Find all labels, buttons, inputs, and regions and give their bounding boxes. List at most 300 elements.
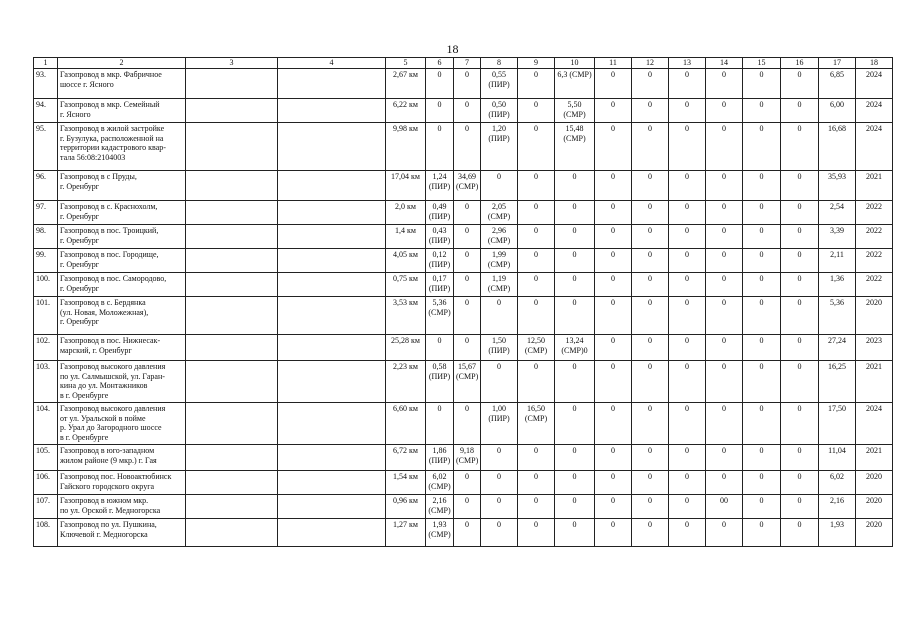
value-cell-12-text: 0 bbox=[648, 362, 652, 371]
length-cell bbox=[386, 123, 426, 171]
value-cell-7 bbox=[454, 171, 481, 201]
value-cell-10 bbox=[555, 249, 595, 273]
value-cell-16-text: 0 bbox=[797, 124, 802, 133]
value-cell-15 bbox=[743, 297, 781, 335]
table-row bbox=[34, 495, 893, 519]
total-cell-text: 1,93 bbox=[830, 520, 844, 529]
value-cell-15 bbox=[743, 225, 781, 249]
value-cell-9 bbox=[518, 361, 555, 403]
empty-cell-4 bbox=[278, 471, 386, 495]
value-cell-10-text: 0 bbox=[572, 274, 577, 283]
year-cell bbox=[856, 273, 893, 297]
value-cell-13-text: 0 bbox=[685, 172, 689, 181]
value-cell-13-text: 0 bbox=[685, 298, 689, 307]
length-cell-text: 25,28 км bbox=[391, 336, 420, 345]
object-name-cell bbox=[58, 99, 186, 123]
value-cell-10-text: 0 bbox=[572, 520, 577, 529]
value-cell-7 bbox=[454, 445, 481, 471]
value-cell-13 bbox=[669, 201, 706, 225]
value-cell-7-text: 0 bbox=[465, 226, 469, 235]
value-cell-12 bbox=[632, 225, 669, 249]
value-cell-9 bbox=[518, 123, 555, 171]
value-cell-12-text: 0 bbox=[648, 520, 652, 529]
value-cell-6-text: 0,58 (ПИР) bbox=[428, 362, 451, 381]
empty-cell-3 bbox=[186, 123, 278, 171]
value-cell-9 bbox=[518, 445, 555, 471]
row-number-cell bbox=[34, 495, 58, 519]
table-row bbox=[34, 519, 893, 547]
length-cell bbox=[386, 273, 426, 297]
value-cell-6-text: 0 bbox=[437, 404, 442, 413]
value-cell-15-text: 0 bbox=[759, 446, 764, 455]
value-cell-6-text: 6,02 (СМР) bbox=[428, 472, 451, 491]
value-cell-12 bbox=[632, 201, 669, 225]
value-cell-11 bbox=[595, 471, 632, 495]
value-cell-9-text: 0 bbox=[534, 172, 538, 181]
year-cell-text: 2021 bbox=[866, 362, 882, 371]
row-number-cell-text: 106. bbox=[36, 472, 50, 481]
value-cell-11 bbox=[595, 361, 632, 403]
length-cell bbox=[386, 249, 426, 273]
value-cell-12 bbox=[632, 69, 669, 99]
value-cell-10 bbox=[555, 445, 595, 471]
table-row bbox=[34, 123, 893, 171]
year-cell-text: 2020 bbox=[866, 520, 882, 529]
empty-cell-3 bbox=[186, 249, 278, 273]
object-name-cell-text: Газопровод в пос. Городище, г. Оренбург bbox=[60, 250, 159, 269]
value-cell-8 bbox=[481, 445, 518, 471]
value-cell-9 bbox=[518, 519, 555, 547]
value-cell-11 bbox=[595, 335, 632, 361]
value-cell-12-text: 0 bbox=[648, 100, 652, 109]
value-cell-11 bbox=[595, 249, 632, 273]
empty-cell-4 bbox=[278, 99, 386, 123]
value-cell-13-text: 0 bbox=[685, 446, 689, 455]
value-cell-6-text: 1,93 (СМР) bbox=[428, 520, 451, 539]
column-number-cell: 8 bbox=[481, 58, 518, 69]
length-cell bbox=[386, 445, 426, 471]
empty-cell-4 bbox=[278, 445, 386, 471]
value-cell-9-text: 0 bbox=[534, 496, 538, 505]
total-cell-text: 17,50 bbox=[828, 404, 846, 413]
value-cell-14-text: 0 bbox=[722, 336, 726, 345]
empty-cell-3 bbox=[186, 69, 278, 99]
value-cell-10 bbox=[555, 171, 595, 201]
object-name-cell bbox=[58, 201, 186, 225]
object-name-cell bbox=[58, 335, 186, 361]
value-cell-9 bbox=[518, 273, 555, 297]
column-number-cell: 14 bbox=[706, 58, 743, 69]
object-name-cell bbox=[58, 471, 186, 495]
value-cell-9-text: 0 bbox=[534, 274, 538, 283]
row-number-cell bbox=[34, 69, 58, 99]
empty-cell-3 bbox=[186, 403, 278, 445]
value-cell-15 bbox=[743, 495, 781, 519]
value-cell-15 bbox=[743, 171, 781, 201]
value-cell-7-text: 34,69 (СМР) bbox=[456, 172, 479, 191]
value-cell-8 bbox=[481, 403, 518, 445]
total-cell bbox=[819, 335, 856, 361]
year-cell bbox=[856, 471, 893, 495]
length-cell-text: 3,53 км bbox=[393, 298, 418, 307]
column-number-cell: 1 bbox=[34, 58, 58, 69]
value-cell-13-text: 0 bbox=[685, 472, 689, 481]
column-number-cell: 4 bbox=[278, 58, 386, 69]
length-cell bbox=[386, 335, 426, 361]
value-cell-14-text: 0 bbox=[722, 298, 726, 307]
length-cell bbox=[386, 519, 426, 547]
value-cell-15-text: 0 bbox=[759, 124, 764, 133]
year-cell-text: 2022 bbox=[866, 202, 882, 211]
row-number-cell bbox=[34, 519, 58, 547]
value-cell-6 bbox=[426, 123, 454, 171]
table-row bbox=[34, 361, 893, 403]
total-cell bbox=[819, 403, 856, 445]
value-cell-14-text: 0 bbox=[722, 446, 726, 455]
value-cell-11 bbox=[595, 445, 632, 471]
table-row bbox=[34, 225, 893, 249]
value-cell-12 bbox=[632, 471, 669, 495]
row-number-cell-text: 100. bbox=[36, 274, 50, 283]
object-name-cell-text: Газопровод высокого давления по ул. Салмышской, ул. Гаран- кина до ул. Монтажников в г. Оренбурге bbox=[60, 362, 166, 400]
value-cell-11 bbox=[595, 171, 632, 201]
value-cell-13 bbox=[669, 361, 706, 403]
value-cell-12 bbox=[632, 171, 669, 201]
value-cell-14-text: 0 bbox=[722, 362, 726, 371]
value-cell-13-text: 0 bbox=[685, 520, 689, 529]
value-cell-9 bbox=[518, 201, 555, 225]
empty-cell-4 bbox=[278, 335, 386, 361]
value-cell-14 bbox=[706, 361, 743, 403]
value-cell-15 bbox=[743, 471, 781, 495]
value-cell-8 bbox=[481, 335, 518, 361]
row-number-cell bbox=[34, 225, 58, 249]
value-cell-16-text: 0 bbox=[797, 520, 802, 529]
value-cell-6-text: 0,17 (ПИР) bbox=[428, 274, 451, 293]
length-cell-text: 6,22 км bbox=[393, 100, 418, 109]
gas-pipeline-table bbox=[33, 57, 893, 547]
value-cell-13-text: 0 bbox=[685, 336, 689, 345]
object-name-cell bbox=[58, 171, 186, 201]
value-cell-10-text: 0 bbox=[572, 226, 577, 235]
column-number-cell: 10 bbox=[555, 58, 595, 69]
value-cell-6 bbox=[426, 471, 454, 495]
value-cell-7-text: 0 bbox=[465, 70, 469, 79]
value-cell-10-text: 0 bbox=[572, 404, 577, 413]
value-cell-15-text: 0 bbox=[759, 202, 764, 211]
value-cell-8 bbox=[481, 171, 518, 201]
value-cell-14-text: 0 bbox=[722, 520, 726, 529]
value-cell-6 bbox=[426, 403, 454, 445]
column-number-cell: 16 bbox=[781, 58, 819, 69]
length-cell bbox=[386, 471, 426, 495]
empty-cell-3 bbox=[186, 201, 278, 225]
value-cell-11 bbox=[595, 99, 632, 123]
empty-cell-4 bbox=[278, 495, 386, 519]
value-cell-7 bbox=[454, 201, 481, 225]
value-cell-13-text: 0 bbox=[685, 100, 689, 109]
value-cell-15 bbox=[743, 403, 781, 445]
total-cell bbox=[819, 519, 856, 547]
value-cell-16 bbox=[781, 171, 819, 201]
row-number-cell bbox=[34, 273, 58, 297]
value-cell-8 bbox=[481, 495, 518, 519]
length-cell-text: 6,72 км bbox=[393, 446, 418, 455]
total-cell bbox=[819, 495, 856, 519]
value-cell-16-text: 0 bbox=[797, 446, 802, 455]
row-number-cell bbox=[34, 297, 58, 335]
value-cell-13 bbox=[669, 519, 706, 547]
value-cell-6-text: 0,43 (ПИР) bbox=[428, 226, 451, 245]
column-number-cell: 12 bbox=[632, 58, 669, 69]
value-cell-8-text: 0,50 (ПИР) bbox=[488, 100, 510, 119]
year-cell-text: 2024 bbox=[866, 124, 882, 133]
value-cell-13-text: 0 bbox=[685, 124, 689, 133]
row-number-cell bbox=[34, 171, 58, 201]
value-cell-12 bbox=[632, 297, 669, 335]
year-cell bbox=[856, 171, 893, 201]
value-cell-8-text: 1,50 (ПИР) bbox=[488, 336, 510, 355]
value-cell-11 bbox=[595, 297, 632, 335]
value-cell-6 bbox=[426, 99, 454, 123]
value-cell-11-text: 0 bbox=[611, 226, 615, 235]
empty-cell-3 bbox=[186, 361, 278, 403]
value-cell-16 bbox=[781, 335, 819, 361]
value-cell-6-text: 2,16 (СМР) bbox=[428, 496, 451, 515]
year-cell bbox=[856, 225, 893, 249]
total-cell bbox=[819, 99, 856, 123]
value-cell-15 bbox=[743, 335, 781, 361]
row-number-cell-text: 96. bbox=[36, 172, 46, 181]
year-cell-text: 2020 bbox=[866, 496, 882, 505]
column-number-cell: 3 bbox=[186, 58, 278, 69]
row-number-cell bbox=[34, 123, 58, 171]
empty-cell-4 bbox=[278, 201, 386, 225]
value-cell-10 bbox=[555, 123, 595, 171]
value-cell-9 bbox=[518, 171, 555, 201]
value-cell-9-text: 16,50 (СМР) bbox=[524, 404, 548, 423]
column-number-cell: 11 bbox=[595, 58, 632, 69]
total-cell bbox=[819, 273, 856, 297]
length-cell-text: 17,04 км bbox=[391, 172, 420, 181]
table-row bbox=[34, 335, 893, 361]
value-cell-10-text: 5,50 (СМР) bbox=[563, 100, 586, 119]
value-cell-10 bbox=[555, 335, 595, 361]
value-cell-16 bbox=[781, 201, 819, 225]
value-cell-8-text: 1,00 (ПИР) bbox=[488, 404, 510, 423]
total-cell bbox=[819, 171, 856, 201]
value-cell-11-text: 0 bbox=[611, 70, 615, 79]
row-number-cell bbox=[34, 249, 58, 273]
value-cell-16-text: 0 bbox=[797, 496, 802, 505]
value-cell-11-text: 0 bbox=[611, 496, 615, 505]
value-cell-15-text: 0 bbox=[759, 404, 764, 413]
length-cell-text: 0,75 км bbox=[393, 274, 418, 283]
value-cell-14 bbox=[706, 201, 743, 225]
value-cell-11-text: 0 bbox=[611, 404, 615, 413]
value-cell-13 bbox=[669, 445, 706, 471]
value-cell-12-text: 0 bbox=[648, 70, 652, 79]
page-number: 18 bbox=[446, 42, 459, 56]
value-cell-16 bbox=[781, 249, 819, 273]
value-cell-7 bbox=[454, 249, 481, 273]
value-cell-6-text: 1,86 (ПИР) bbox=[428, 446, 451, 465]
value-cell-16-text: 0 bbox=[797, 362, 802, 371]
value-cell-14 bbox=[706, 297, 743, 335]
value-cell-13 bbox=[669, 225, 706, 249]
value-cell-15-text: 0 bbox=[759, 336, 764, 345]
length-cell bbox=[386, 297, 426, 335]
object-name-cell bbox=[58, 273, 186, 297]
value-cell-11 bbox=[595, 225, 632, 249]
column-number-cell: 17 bbox=[819, 58, 856, 69]
table-row bbox=[34, 445, 893, 471]
value-cell-16 bbox=[781, 519, 819, 547]
length-cell bbox=[386, 171, 426, 201]
value-cell-13 bbox=[669, 297, 706, 335]
year-cell bbox=[856, 361, 893, 403]
value-cell-8 bbox=[481, 519, 518, 547]
object-name-cell-text: Газопровод в мкр. Фабричное шоссе г. Ясного bbox=[60, 70, 162, 89]
object-name-cell-text: Газопровод в с. Бердянка (ул. Новая, Моложежная), г. Оренбург bbox=[60, 298, 149, 326]
value-cell-16-text: 0 bbox=[797, 172, 802, 181]
value-cell-7 bbox=[454, 99, 481, 123]
year-cell-text: 2022 bbox=[866, 250, 882, 259]
object-name-cell-text: Газопровод в юго-западном жилом районе (9 мкр.) г. Гая bbox=[60, 446, 157, 465]
value-cell-6 bbox=[426, 69, 454, 99]
value-cell-10-text: 0 bbox=[572, 298, 577, 307]
row-number-cell-text: 103. bbox=[36, 362, 50, 371]
value-cell-11 bbox=[595, 495, 632, 519]
total-cell-text: 6,00 bbox=[830, 100, 844, 109]
value-cell-8-text: 0 bbox=[497, 472, 501, 481]
value-cell-8-text: 1,20 (ПИР) bbox=[488, 124, 510, 143]
total-cell bbox=[819, 123, 856, 171]
value-cell-6-text: 0 bbox=[437, 336, 442, 345]
object-name-cell bbox=[58, 297, 186, 335]
value-cell-10-text: 0 bbox=[572, 446, 577, 455]
value-cell-11-text: 0 bbox=[611, 446, 615, 455]
length-cell-text: 1,54 км bbox=[393, 472, 418, 481]
value-cell-9 bbox=[518, 403, 555, 445]
row-number-cell-text: 94. bbox=[36, 100, 46, 109]
value-cell-7-text: 0 bbox=[465, 100, 469, 109]
value-cell-6 bbox=[426, 495, 454, 519]
empty-cell-4 bbox=[278, 361, 386, 403]
value-cell-7-text: 0 bbox=[465, 336, 469, 345]
column-number-cell: 6 bbox=[426, 58, 454, 69]
value-cell-10 bbox=[555, 495, 595, 519]
value-cell-8-text: 0 bbox=[497, 520, 501, 529]
value-cell-10 bbox=[555, 519, 595, 547]
value-cell-12-text: 0 bbox=[648, 274, 652, 283]
table-row bbox=[34, 403, 893, 445]
row-number-cell-text: 102. bbox=[36, 336, 50, 345]
value-cell-12-text: 0 bbox=[648, 172, 652, 181]
value-cell-13 bbox=[669, 495, 706, 519]
total-cell-text: 2,54 bbox=[830, 202, 844, 211]
value-cell-14-text: 0 bbox=[722, 70, 726, 79]
value-cell-12-text: 0 bbox=[648, 472, 652, 481]
value-cell-10 bbox=[555, 201, 595, 225]
value-cell-11-text: 0 bbox=[611, 362, 615, 371]
value-cell-16-text: 0 bbox=[797, 472, 802, 481]
table-row bbox=[34, 69, 893, 99]
value-cell-7 bbox=[454, 273, 481, 297]
value-cell-8 bbox=[481, 471, 518, 495]
value-cell-10 bbox=[555, 403, 595, 445]
length-cell-text: 9,98 км bbox=[393, 124, 418, 133]
total-cell-text: 16,25 bbox=[828, 362, 846, 371]
value-cell-9 bbox=[518, 69, 555, 99]
table-row bbox=[34, 201, 893, 225]
value-cell-8 bbox=[481, 273, 518, 297]
value-cell-8-text: 0 bbox=[497, 446, 501, 455]
value-cell-10-text: 13,24 (СМР)0 bbox=[561, 336, 588, 355]
total-cell-text: 27,24 bbox=[828, 336, 846, 345]
value-cell-16 bbox=[781, 403, 819, 445]
value-cell-10 bbox=[555, 225, 595, 249]
value-cell-11 bbox=[595, 273, 632, 297]
value-cell-7 bbox=[454, 69, 481, 99]
value-cell-9 bbox=[518, 335, 555, 361]
value-cell-11-text: 0 bbox=[611, 172, 615, 181]
value-cell-14-text: 0 bbox=[722, 226, 726, 235]
value-cell-11-text: 0 bbox=[611, 336, 615, 345]
value-cell-10 bbox=[555, 297, 595, 335]
empty-cell-4 bbox=[278, 519, 386, 547]
value-cell-9-text: 0 bbox=[534, 362, 538, 371]
total-cell-text: 1,36 bbox=[830, 274, 844, 283]
empty-cell-4 bbox=[278, 123, 386, 171]
length-cell-text: 4,05 км bbox=[393, 250, 418, 259]
value-cell-16-text: 0 bbox=[797, 274, 802, 283]
value-cell-12-text: 0 bbox=[648, 124, 652, 133]
length-cell bbox=[386, 495, 426, 519]
object-name-cell bbox=[58, 403, 186, 445]
value-cell-10-text: 6,3 (СМР) bbox=[557, 70, 592, 79]
length-cell-text: 2,23 км bbox=[393, 362, 418, 371]
value-cell-7 bbox=[454, 335, 481, 361]
value-cell-12-text: 0 bbox=[648, 446, 652, 455]
value-cell-13-text: 0 bbox=[685, 404, 689, 413]
value-cell-12 bbox=[632, 361, 669, 403]
year-cell-text: 2020 bbox=[866, 472, 882, 481]
object-name-cell-text: Газопровод высокого давления от ул. Уральской в пойме р. Урал до Загородного шоссе в г. Оренбурге bbox=[60, 404, 166, 442]
total-cell-text: 16,68 bbox=[828, 124, 846, 133]
value-cell-15 bbox=[743, 69, 781, 99]
value-cell-15 bbox=[743, 519, 781, 547]
value-cell-16-text: 0 bbox=[797, 100, 802, 109]
value-cell-11-text: 0 bbox=[611, 472, 615, 481]
value-cell-13 bbox=[669, 171, 706, 201]
year-cell bbox=[856, 99, 893, 123]
value-cell-6-text: 0 bbox=[437, 70, 442, 79]
value-cell-14-text: 0 bbox=[722, 100, 726, 109]
value-cell-14-text: 0 bbox=[722, 404, 726, 413]
value-cell-16 bbox=[781, 297, 819, 335]
value-cell-15-text: 0 bbox=[759, 496, 764, 505]
value-cell-6-text: 0,12 (ПИР) bbox=[428, 250, 451, 269]
value-cell-14 bbox=[706, 225, 743, 249]
value-cell-6-text: 0 bbox=[437, 100, 442, 109]
value-cell-10 bbox=[555, 69, 595, 99]
value-cell-8 bbox=[481, 69, 518, 99]
length-cell-text: 0,96 км bbox=[393, 496, 418, 505]
value-cell-9 bbox=[518, 99, 555, 123]
length-cell-text: 6,60 км bbox=[393, 404, 418, 413]
empty-cell-3 bbox=[186, 225, 278, 249]
